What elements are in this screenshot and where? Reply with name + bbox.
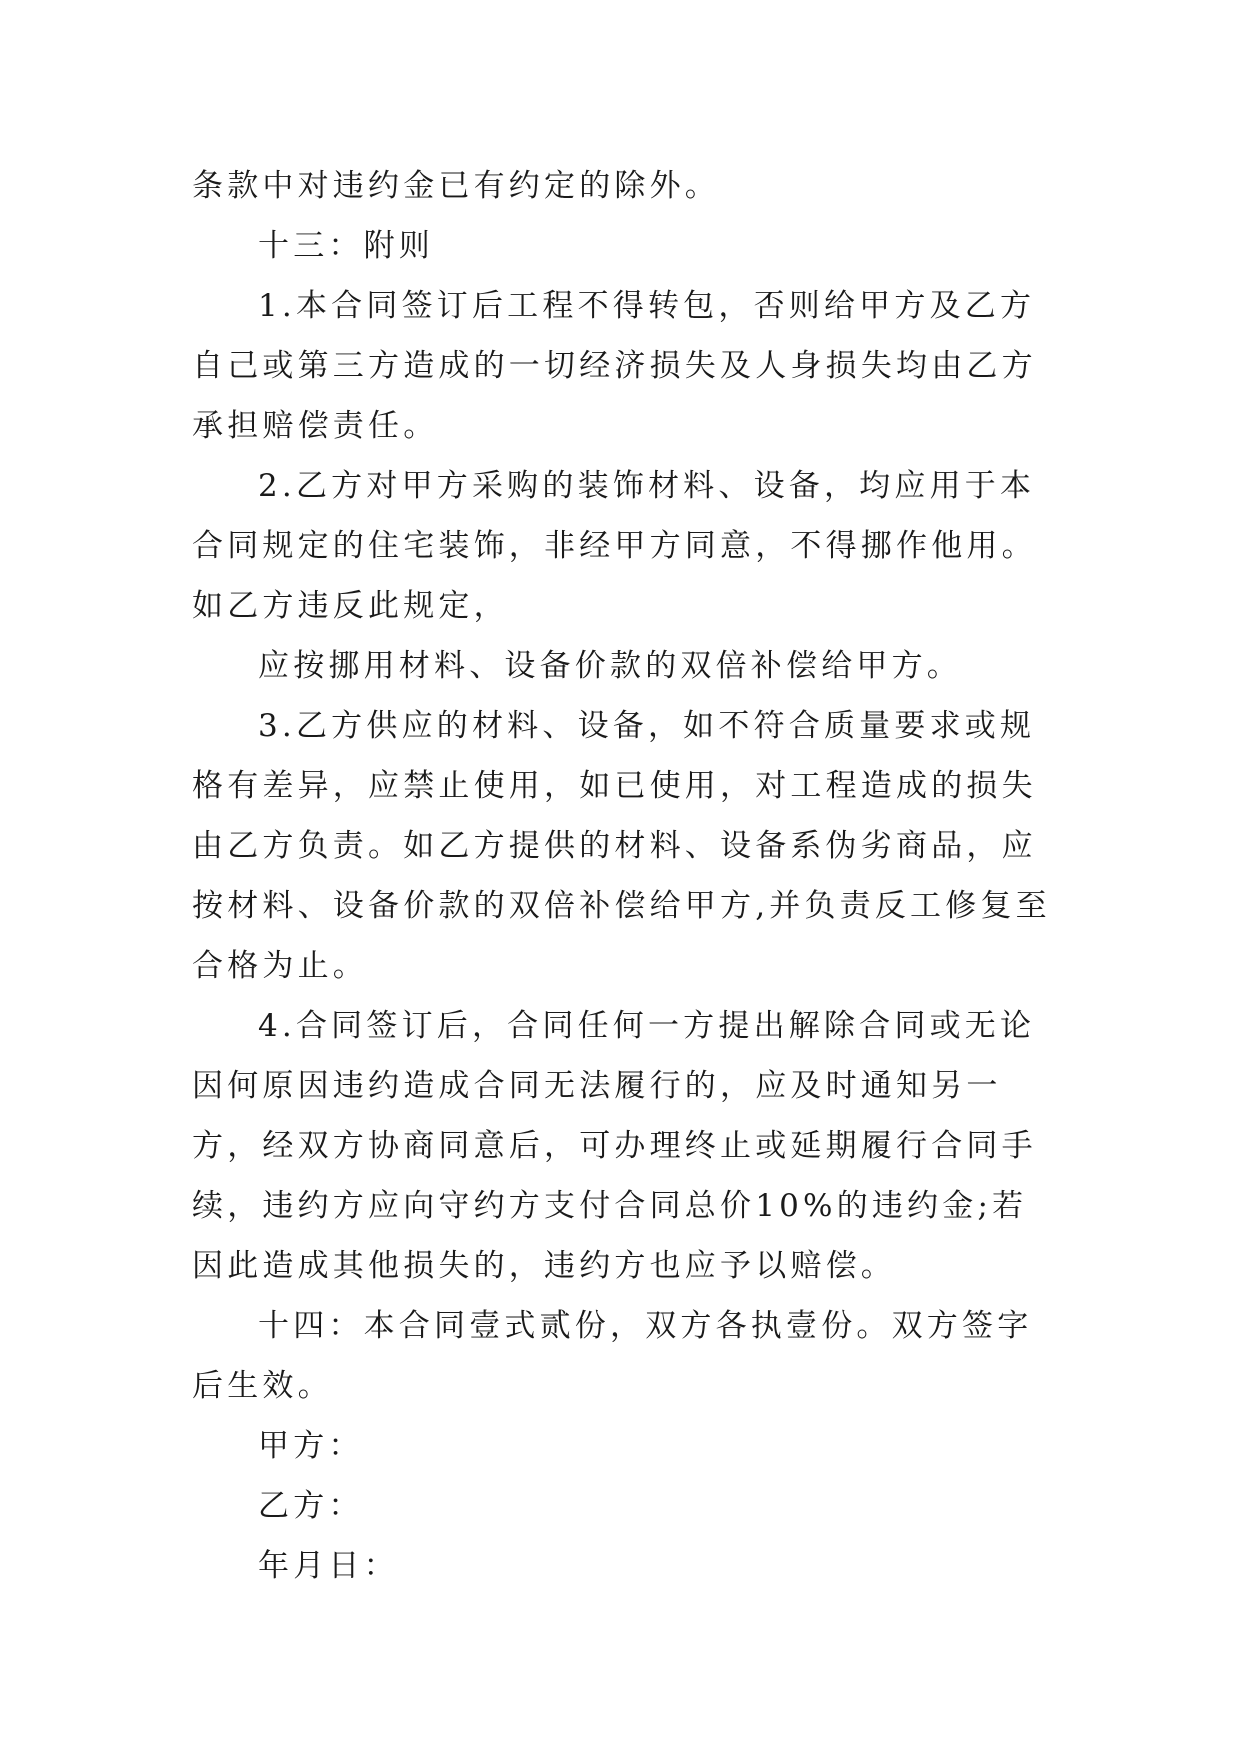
clause-4: 4.合同签订后，合同任何一方提出解除合同或无论因何原因违约造成合同无法履行的，应及时通知另一方，经双方协商同意后，可办理终止或延期履行合同手续，违约方应向守约方支付合同总价10%的违约金;若因此造成其他损失的，违约方也应予以赔偿。 [192,1008,1037,1284]
document-body [192,156,1062,1596]
clause-2-continued: 应按挪用材料、设备价款的双倍补偿给甲方。 [258,648,962,684]
clause-1: 1.本合同签订后工程不得转包，否则给甲方及乙方自己或第三方造成的一切经济损失及人身损失均由乙方承担赔偿责任。 [192,288,1037,444]
section-heading-13: 十三：附则 [258,228,434,264]
clause-2: 2.乙方对甲方采购的装饰材料、设备，均应用于本合同规定的住宅装饰，非经甲方同意，不得挪作他用。如乙方违反此规定， [192,468,1037,624]
paragraph-penalty-exception: 条款中对违约金已有约定的除外。 [192,168,720,204]
clause-3: 3.乙方供应的材料、设备，如不符合质量要求或规格有差异，应禁止使用，如已使用，对工程造成的损失由乙方负责。如乙方提供的材料、设备系伪劣商品，应按材料、设备价款的双倍补偿给甲方,并负责反工修复至合格为止。 [192,708,1051,984]
party-b-signature-line: 乙方： [258,1488,364,1524]
party-a-signature-line: 甲方： [258,1428,364,1464]
section-14: 十四：本合同壹式贰份，双方各执壹份。双方签字后生效。 [192,1308,1033,1404]
date-line: 年月日： [258,1548,399,1584]
